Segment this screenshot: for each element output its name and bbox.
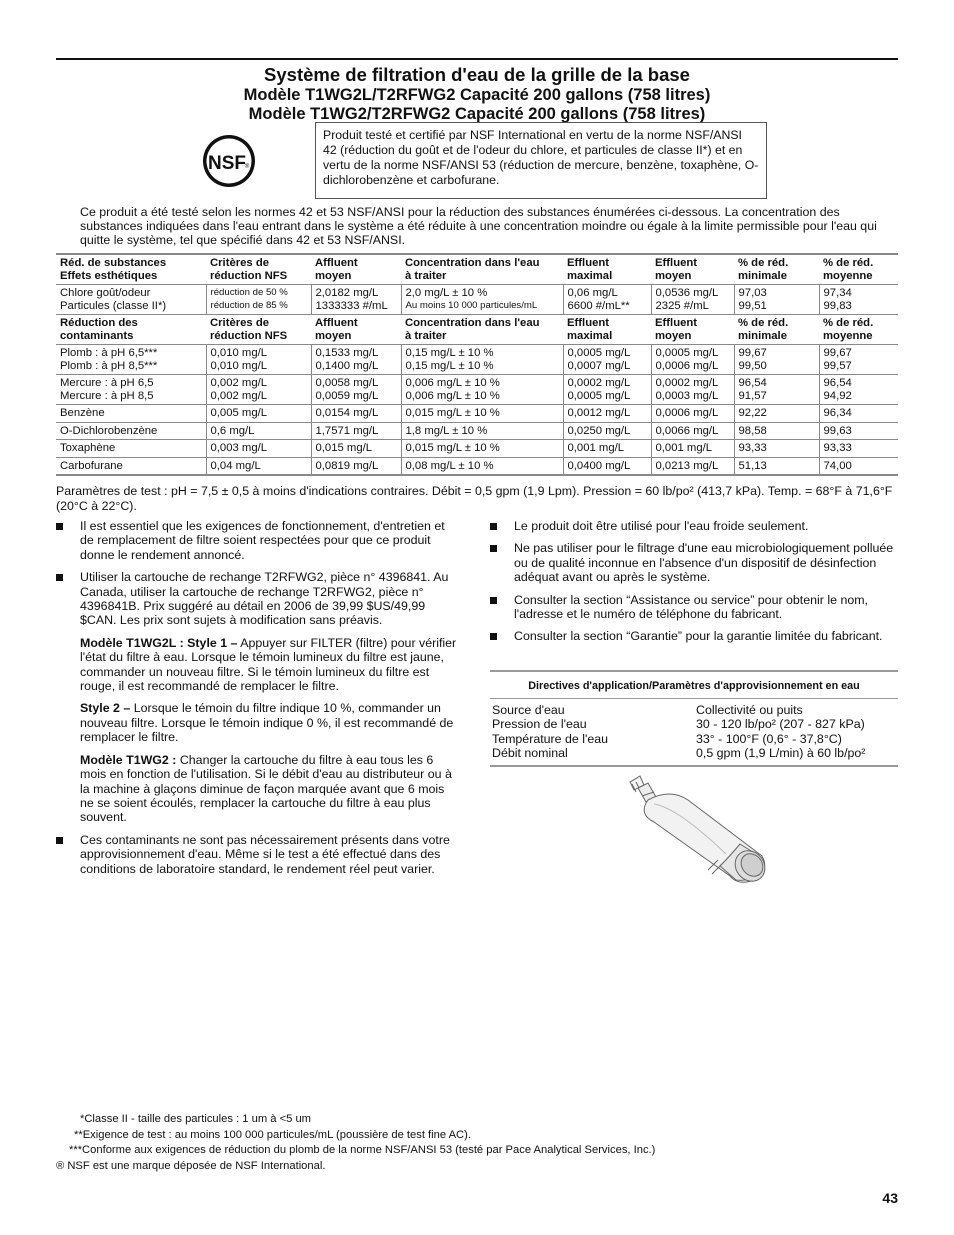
table-cell: 0,0250 mg/L	[563, 422, 651, 440]
table-cell: 0,1533 mg/L 0,1400 mg/L	[311, 345, 401, 375]
table-header-cell: Réd. de substances Effets esthétiques	[56, 254, 206, 285]
table-cell: 99,67 99,57	[819, 345, 898, 375]
table-header-cell: Effluent moyen	[651, 254, 734, 285]
directives-key: Source d'eau	[492, 703, 565, 717]
table-cell: 93,33	[819, 440, 898, 458]
table-cell: 0,0819 mg/L	[311, 457, 401, 475]
table-cell: 0,04 mg/L	[206, 457, 311, 475]
table-cell: 0,0002 mg/L 0,0005 mg/L	[563, 375, 651, 405]
style2-paragraph: Style 2 – Lorsque le témoin du filtre indique 10 %, commander un nouveau filtre. Lorsque le témoin indique 0 %, il est recommandé de remplacer le filtre.	[80, 701, 454, 745]
table-cell: 0,0066 mg/L	[651, 422, 734, 440]
model2-paragraph: Modèle T1WG2 : Changer la cartouche du filtre à eau tous les 6 mois en fonction de l'utilisation. Si le débit d'eau au distributeur ou à la machine à glaçons diminue de façon marquée avant que 6 mois ne se soient écoulés, remplacer la cartouche du filtre à eau plus souvent.	[80, 752, 452, 825]
table-header-cell: % de réd. moyenne	[819, 315, 898, 345]
filter-cartridge-image	[618, 770, 778, 895]
table-header-cell: Concentration dans l'eau à traiter	[401, 315, 563, 345]
list-item: Consulter la section “Garantie” pour la garantie limitée du fabricant.	[490, 629, 898, 643]
table-cell: 2,0 mg/L ± 10 % Au moins 10 000 particules/mL	[401, 285, 563, 315]
table-cell: 0,06 mg/L 6600 #/mL**	[563, 285, 651, 315]
table-header-cell: % de réd. moyenne	[819, 254, 898, 285]
table-cell: 51,13	[734, 457, 819, 475]
test-parameters: Paramètres de test : pH = 7,5 ± 0,5 à moins d'indications contraires. Débit = 0,5 gpm (1,9 Lpm). Pression = 60 lb/po² (413,7 kPa). Temp. = 68°F à 71,6°F (20°C à 22°C).	[56, 484, 893, 513]
table-row	[56, 457, 898, 475]
table-header-cell: Affluent moyen	[311, 254, 401, 285]
right-column	[490, 519, 898, 652]
page-number: 43	[882, 1190, 898, 1206]
directives-value: 0,5 gpm (1,9 L/min) à 60 lb/po²	[696, 746, 866, 761]
directives-value: 30 - 120 lb/po² (207 - 827 kPa)	[696, 717, 865, 732]
footnote-1: *Classe II - taille des particules : 1 um à <5 um	[80, 1113, 311, 1125]
table-header-cell: Réduction des contaminants	[56, 315, 206, 345]
table-cell: 98,58	[734, 422, 819, 440]
directives-row	[492, 717, 896, 731]
table-header-cell: % de réd. minimale	[734, 254, 819, 285]
table-cell: 0,6 mg/L	[206, 422, 311, 440]
table-cell: 0,0400 mg/L	[563, 457, 651, 475]
table-row	[56, 345, 898, 375]
directives-title: Directives d'application/Paramètres d'approvisionnement en eau	[490, 670, 898, 699]
table-cell: 0,015 mg/L ± 10 %	[401, 405, 563, 423]
page-title: Système de filtration d'eau de la grille de la base	[264, 64, 690, 85]
table-header-row	[56, 254, 898, 285]
footnote-trademark: ® NSF est une marque déposée de NSF International.	[56, 1159, 326, 1172]
table-cell: 0,001 mg/L	[651, 440, 734, 458]
table-header-row	[56, 315, 898, 345]
table-cell: 0,003 mg/L	[206, 440, 311, 458]
table-cell: 92,22	[734, 405, 819, 423]
table-cell: 0,005 mg/L	[206, 405, 311, 423]
footnote-3: ***Conforme aux exigences de réduction du plomb de la norme NSF/ANSI 53 (testé par Pace Analytical Services, Inc.)	[69, 1144, 656, 1156]
table-cell: 0,0002 mg/L 0,0003 mg/L	[651, 375, 734, 405]
table-header-cell: Critères de réduction NFS	[206, 315, 311, 345]
table-cell: Toxaphène	[56, 440, 206, 458]
bullet-square-icon	[56, 523, 63, 530]
title-block	[56, 64, 898, 124]
nsf-logo	[201, 133, 257, 189]
directives-key: Débit nominal	[492, 746, 568, 761]
table-cell: O-Dichlorobenzène	[56, 422, 206, 440]
table-header-cell: Concentration dans l'eau à traiter	[401, 254, 563, 285]
top-rule	[56, 58, 898, 60]
table-cell: 0,0213 mg/L	[651, 457, 734, 475]
table-cell: 0,0058 mg/L 0,0059 mg/L	[311, 375, 401, 405]
table-row	[56, 422, 898, 440]
table-cell: Chlore goût/odeur Particules (classe II*)	[56, 285, 206, 315]
table-cell: 96,54 91,57	[734, 375, 819, 405]
table-header-cell: Affluent moyen	[311, 315, 401, 345]
style1-paragraph: Modèle T1WG2L : Style 1 – Appuyer sur FILTER (filtre) pour vérifier l'état du filtre à eau. Lorsque le témoin lumineux du filtre est jaune, commander un nouveau filtre. Si le témoin lumineux du filtre est rouge, il est recommandé de remplacer le filtre.	[80, 635, 457, 694]
table-cell: Benzène	[56, 405, 206, 423]
nsf-logo-text: NSF	[208, 153, 246, 174]
table-cell: 0,002 mg/L 0,002 mg/L	[206, 375, 311, 405]
table-cell: 2,0182 mg/L 1333333 #/mL	[311, 285, 401, 315]
directives-table	[490, 670, 898, 767]
bullet-square-icon	[490, 523, 497, 530]
table-cell: Plomb : à pH 6,5*** Plomb : à pH 8,5***	[56, 345, 206, 375]
table-row	[56, 375, 898, 405]
directives-row	[492, 746, 896, 760]
table-cell: réduction de 50 % réduction de 85 %	[206, 285, 311, 315]
table-cell: 0,001 mg/L	[563, 440, 651, 458]
table-cell: 93,33	[734, 440, 819, 458]
table-row	[56, 285, 898, 315]
table-cell: 0,0005 mg/L 0,0007 mg/L	[563, 345, 651, 375]
footnote-2: **Exigence de test : au moins 100 000 particules/mL (poussière de test fine AC).	[74, 1128, 471, 1141]
list-item: Consulter la section “Assistance ou service” pour obtenir le nom, l'adresse et le numéro de téléphone du fabricant.	[490, 593, 898, 622]
table-cell: 1,8 mg/L ± 10 %	[401, 422, 563, 440]
directives-body	[490, 699, 898, 767]
intro-paragraph: Ce produit a été testé selon les normes 42 et 53 NSF/ANSI pour la réduction des substances énumérées ci-dessous. La concentration des substances indiquées dans l'eau entrant dans le système a été réduite à une concentration moindre ou égale à la limite permissible pour l'eau qui quitte le système, tel que spécifié dans 42 et 53 NSF/ANSI.	[80, 205, 877, 247]
table-cell: 0,08 mg/L ± 10 %	[401, 457, 563, 475]
table-cell: 0,15 mg/L ± 10 % 0,15 mg/L ± 10 %	[401, 345, 563, 375]
table-cell: 97,03 99,51	[734, 285, 819, 315]
table-cell: 99,67 99,50	[734, 345, 819, 375]
table-header-cell: % de réd. minimale	[734, 315, 819, 345]
list-item: Ne pas utiliser pour le filtrage d'une eau microbiologiquement polluée ou de qualité inconnue en l'absence d'un dispositif de désinfection adéquat avant ou après le système.	[490, 541, 898, 584]
table-cell: 96,54 94,92	[819, 375, 898, 405]
table-cell: 0,0005 mg/L 0,0006 mg/L	[651, 345, 734, 375]
directives-key: Température de l'eau	[492, 731, 609, 746]
list-item: Il est essentiel que les exigences de fonctionnement, d'entretien et de remplacement de filtre soient respectées pour que ce produit donne le rendement annoncé.	[56, 519, 461, 562]
table-cell: 97,34 99,83	[819, 285, 898, 315]
table-cell: 0,0012 mg/L	[563, 405, 651, 423]
table-cell: 99,63	[819, 422, 898, 440]
table-header-cell: Effluent maximal	[563, 254, 651, 285]
performance-table	[56, 253, 898, 476]
left-column	[56, 519, 461, 884]
footnotes	[56, 1112, 898, 1174]
table-header-cell: Effluent moyen	[651, 315, 734, 345]
bullet-square-icon	[490, 545, 497, 552]
directives-value: Collectivité ou puits	[696, 703, 803, 717]
table-header-cell: Critères de réduction NFS	[206, 254, 311, 285]
directives-value: 33° - 100°F (0,6° - 37,8°C)	[696, 731, 842, 746]
directives-row	[492, 732, 896, 746]
nsf-logo-registered: ®	[244, 164, 250, 170]
certification-box: Produit testé et certifié par NSF International en vertu de la norme NSF/ANSI 42 (réduction du goût et de l'odeur du chlore, et particules de classe II*) et en vertu de la norme NSF/ANSI 53 (réduction de mercure, benzène, toxaphène, O-dichlorobenzène et carbofurane.	[315, 122, 767, 199]
table-cell: 0,0006 mg/L	[651, 405, 734, 423]
bullet-square-icon	[490, 633, 497, 640]
table-cell: Mercure : à pH 6,5 Mercure : à pH 8,5	[56, 375, 206, 405]
table-row	[56, 440, 898, 458]
bullet-square-icon	[490, 597, 497, 604]
directives-row	[492, 703, 896, 717]
table-cell: 0,006 mg/L ± 10 % 0,006 mg/L ± 10 %	[401, 375, 563, 405]
table-cell: 0,0154 mg/L	[311, 405, 401, 423]
table-header-cell: Effluent maximal	[563, 315, 651, 345]
table-cell: 74,00	[819, 457, 898, 475]
model-line-1: Modèle T1WG2L/T2RFWG2 Capacité 200 gallons (758 litres)	[243, 86, 711, 104]
table-cell: 96,34	[819, 405, 898, 423]
table-cell: 0,015 mg/L ± 10 %	[401, 440, 563, 458]
table-cell: 0,010 mg/L 0,010 mg/L	[206, 345, 311, 375]
directives-key: Pression de l'eau	[492, 717, 587, 732]
model-line-2: Modèle T1WG2/T2RFWG2 Capacité 200 gallons (758 litres)	[248, 105, 706, 123]
bullet-square-icon	[56, 837, 63, 844]
list-item: Ces contaminants ne sont pas nécessairement présents dans votre approvisionnement d'eau. Même si le test a été effectué dans des conditions de laboratoire standard, le rendement réel peut varier.	[56, 833, 461, 876]
list-item: Utiliser la cartouche de rechange T2RFWG2, pièce n° 4396841. Au Canada, utiliser la cartouche de rechange T2RFWG2, pièce n° 4396841B. Prix suggéré au détail en 2006 de 39,99 $US/49,99 $CAN. Les prix sont sujets à modification sans préavis.	[56, 570, 461, 628]
table-cell: 1,7571 mg/L	[311, 422, 401, 440]
table-cell: Carbofurane	[56, 457, 206, 475]
table-cell: 0,015 mg/L	[311, 440, 401, 458]
table-cell: 0,0536 mg/L 2325 #/mL	[651, 285, 734, 315]
table-row	[56, 405, 898, 423]
list-item: Le produit doit être utilisé pour l'eau froide seulement.	[490, 519, 898, 533]
bullet-square-icon	[56, 574, 63, 581]
